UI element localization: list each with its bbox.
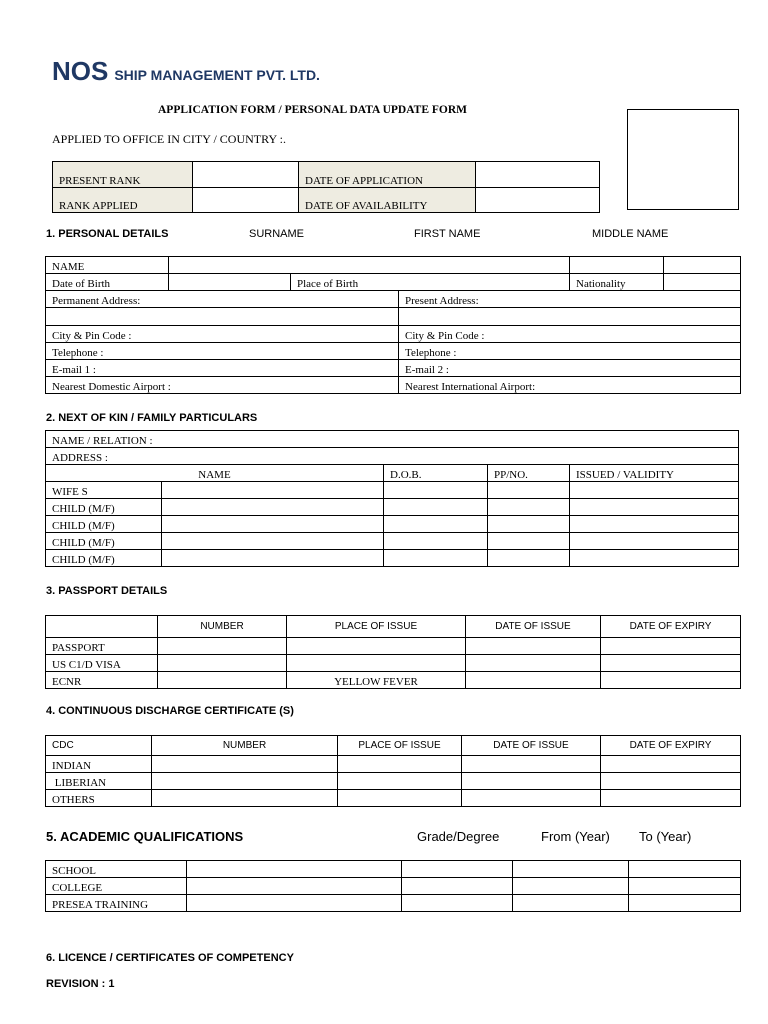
form-title: APPLICATION FORM / PERSONAL DATA UPDATE FORM — [158, 104, 468, 116]
city-pin-right[interactable]: City & Pin Code : — [399, 326, 741, 343]
passport-corner-cell — [46, 616, 158, 638]
kin-dob-cell[interactable] — [384, 550, 488, 567]
from-year-label: From (Year) — [541, 829, 610, 844]
kin-issued-cell[interactable] — [570, 499, 739, 516]
cdc-cell[interactable] — [601, 790, 741, 807]
cdc-cell[interactable] — [152, 773, 338, 790]
kin-col-dob: D.O.B. — [384, 465, 488, 482]
first-name-label: FIRST NAME — [414, 228, 481, 240]
kin-table — [45, 430, 739, 567]
passport-cell[interactable] — [466, 655, 601, 672]
cdc-col-cdc: CDC — [46, 736, 152, 756]
section-licence-heading: 6. LICENCE / CERTIFICATES OF COMPETENCY — [46, 952, 294, 964]
kin-row-label: CHILD (M/F) — [46, 516, 162, 533]
present-address-label: Present Address: — [399, 291, 741, 308]
passport-col-number: NUMBER — [158, 616, 287, 638]
academic-cell[interactable] — [513, 878, 629, 895]
logo-company-name: SHIP MANAGEMENT PVT. LTD. — [114, 67, 320, 83]
kin-col-issued: ISSUED / VALIDITY — [570, 465, 739, 482]
kin-col-pp: PP/NO. — [488, 465, 570, 482]
logo-nos: NOS — [52, 56, 109, 86]
kin-dob-cell[interactable] — [384, 499, 488, 516]
email1-field[interactable]: E-mail 1 : — [46, 360, 399, 377]
cdc-col-number: NUMBER — [152, 736, 338, 756]
kin-row-label: CHILD (M/F) — [46, 533, 162, 550]
name-relation-field[interactable]: NAME / RELATION : — [46, 431, 739, 448]
academic-cell[interactable] — [629, 895, 741, 912]
domestic-airport-field[interactable]: Nearest Domestic Airport : — [46, 377, 399, 394]
middle-name-field[interactable] — [664, 257, 741, 274]
kin-col-name: NAME — [46, 465, 384, 482]
cdc-cell[interactable] — [601, 756, 741, 773]
academic-cell[interactable] — [402, 895, 513, 912]
surname-field[interactable] — [169, 257, 570, 274]
nationality-field[interactable] — [664, 274, 741, 291]
applied-to-office-label: APPLIED TO OFFICE IN CITY / COUNTRY :. — [52, 132, 287, 146]
permanent-address-label: Permanent Address: — [46, 291, 399, 308]
present-rank-label: PRESENT RANK — [53, 162, 193, 188]
date-of-availability-label: DATE OF AVAILABILITY — [299, 188, 476, 213]
rank-applied-label: RANK APPLIED — [53, 188, 193, 213]
kin-name-cell[interactable] — [162, 482, 384, 499]
kin-issued-cell[interactable] — [570, 482, 739, 499]
section-cdc-heading: 4. CONTINUOUS DISCHARGE CERTIFICATE (S) — [46, 705, 294, 717]
date-of-availability-field[interactable] — [476, 188, 600, 213]
dob-label: Date of Birth — [46, 274, 169, 291]
cdc-row-label: OTHERS — [46, 790, 152, 807]
kin-pp-cell[interactable] — [488, 533, 570, 550]
grade-degree-label: Grade/Degree — [417, 829, 500, 844]
name-label: NAME — [46, 257, 169, 274]
rank-applied-field[interactable] — [193, 188, 299, 213]
academic-cell[interactable] — [629, 861, 741, 878]
passport-row-label: US C1/D VISA — [46, 655, 158, 672]
kin-name-cell[interactable] — [162, 516, 384, 533]
section-personal-heading: 1. PERSONAL DETAILS — [46, 228, 169, 240]
cdc-cell[interactable] — [338, 790, 462, 807]
kin-issued-cell[interactable] — [570, 516, 739, 533]
cdc-cell[interactable] — [601, 773, 741, 790]
kin-name-cell[interactable] — [162, 533, 384, 550]
passport-col-date-expiry: DATE OF EXPIRY — [601, 616, 741, 638]
kin-issued-cell[interactable] — [570, 550, 739, 567]
dob-field[interactable] — [169, 274, 291, 291]
passport-col-place: PLACE OF ISSUE — [287, 616, 466, 638]
cdc-cell[interactable] — [152, 756, 338, 773]
section-academic-heading: 5. ACADEMIC QUALIFICATIONS — [46, 829, 244, 844]
passport-cell[interactable] — [158, 655, 287, 672]
kin-row-label: CHILD (M/F) — [46, 499, 162, 516]
kin-pp-cell[interactable] — [488, 499, 570, 516]
personal-details-table — [45, 256, 741, 394]
cdc-col-place: PLACE OF ISSUE — [338, 736, 462, 756]
intl-airport-field[interactable]: Nearest International Airport: — [399, 377, 741, 394]
cdc-cell[interactable] — [462, 756, 601, 773]
kin-dob-cell[interactable] — [384, 482, 488, 499]
kin-dob-cell[interactable] — [384, 516, 488, 533]
kin-name-cell[interactable] — [162, 550, 384, 567]
kin-row-label: CHILD (M/F) — [46, 550, 162, 567]
kin-name-cell[interactable] — [162, 499, 384, 516]
yellow-fever-label: YELLOW FEVER — [287, 672, 466, 689]
cdc-row-label: INDIAN — [46, 756, 152, 773]
middle-name-label: MIDDLE NAME — [592, 228, 669, 240]
present-rank-field[interactable] — [193, 162, 299, 188]
cdc-table — [45, 735, 741, 807]
telephone-right[interactable]: Telephone : — [399, 343, 741, 360]
academic-row-label: COLLEGE — [46, 878, 187, 895]
surname-label: SURNAME — [249, 228, 305, 240]
nationality-label: Nationality — [570, 274, 664, 291]
kin-pp-cell[interactable] — [488, 482, 570, 499]
kin-dob-cell[interactable] — [384, 533, 488, 550]
passport-cell[interactable] — [601, 655, 741, 672]
passport-cell[interactable] — [466, 638, 601, 655]
kin-row-label: WIFE S — [46, 482, 162, 499]
cdc-cell[interactable] — [338, 756, 462, 773]
passport-row-label: ECNR — [46, 672, 158, 689]
passport-table — [45, 615, 741, 689]
photo-box[interactable] — [627, 109, 739, 210]
passport-col-date-issue: DATE OF ISSUE — [466, 616, 601, 638]
academic-cell[interactable] — [513, 895, 629, 912]
cdc-cell[interactable] — [462, 790, 601, 807]
academic-cell[interactable] — [187, 861, 402, 878]
section-passport-heading: 3. PASSPORT DETAILS — [46, 585, 168, 597]
cdc-row-label: LIBERIAN — [46, 773, 152, 790]
revision-label: REVISION : 1 — [46, 978, 115, 990]
academic-cell[interactable] — [513, 861, 629, 878]
passport-row-label: PASSPORT — [46, 638, 158, 655]
telephone-left[interactable]: Telephone : — [46, 343, 399, 360]
kin-pp-cell[interactable] — [488, 550, 570, 567]
academic-row-label: SCHOOL — [46, 861, 187, 878]
date-of-application-label: DATE OF APPLICATION — [299, 162, 476, 188]
passport-cell[interactable] — [287, 655, 466, 672]
passport-cell[interactable] — [601, 638, 741, 655]
kin-pp-cell[interactable] — [488, 516, 570, 533]
cdc-cell[interactable] — [152, 790, 338, 807]
to-year-label: To (Year) — [639, 829, 692, 844]
company-logo — [52, 56, 320, 87]
academic-table — [45, 860, 741, 912]
passport-cell[interactable] — [158, 638, 287, 655]
passport-cell[interactable] — [466, 672, 601, 689]
rank-table — [52, 161, 600, 213]
pob-label: Place of Birth — [291, 274, 570, 291]
cdc-col-date-expiry: DATE OF EXPIRY — [601, 736, 741, 756]
academic-cell[interactable] — [629, 878, 741, 895]
passport-cell[interactable] — [158, 672, 287, 689]
cdc-cell[interactable] — [338, 773, 462, 790]
first-name-field[interactable] — [570, 257, 664, 274]
academic-row-label: PRESEA TRAINING — [46, 895, 187, 912]
academic-cell[interactable] — [402, 878, 513, 895]
academic-cell[interactable] — [187, 895, 402, 912]
academic-cell[interactable] — [187, 878, 402, 895]
cdc-col-date-issue: DATE OF ISSUE — [462, 736, 601, 756]
passport-cell[interactable] — [287, 638, 466, 655]
present-address-field[interactable] — [399, 308, 741, 326]
section-kin-heading: 2. NEXT OF KIN / FAMILY PARTICULARS — [46, 412, 258, 424]
academic-cell[interactable] — [402, 861, 513, 878]
city-pin-left[interactable]: City & Pin Code : — [46, 326, 399, 343]
email2-field[interactable]: E-mail 2 : — [399, 360, 741, 377]
date-of-application-field[interactable] — [476, 162, 600, 188]
passport-cell[interactable] — [601, 672, 741, 689]
kin-address-field[interactable]: ADDRESS : — [46, 448, 739, 465]
cdc-cell[interactable] — [462, 773, 601, 790]
permanent-address-field[interactable] — [46, 308, 399, 326]
kin-issued-cell[interactable] — [570, 533, 739, 550]
